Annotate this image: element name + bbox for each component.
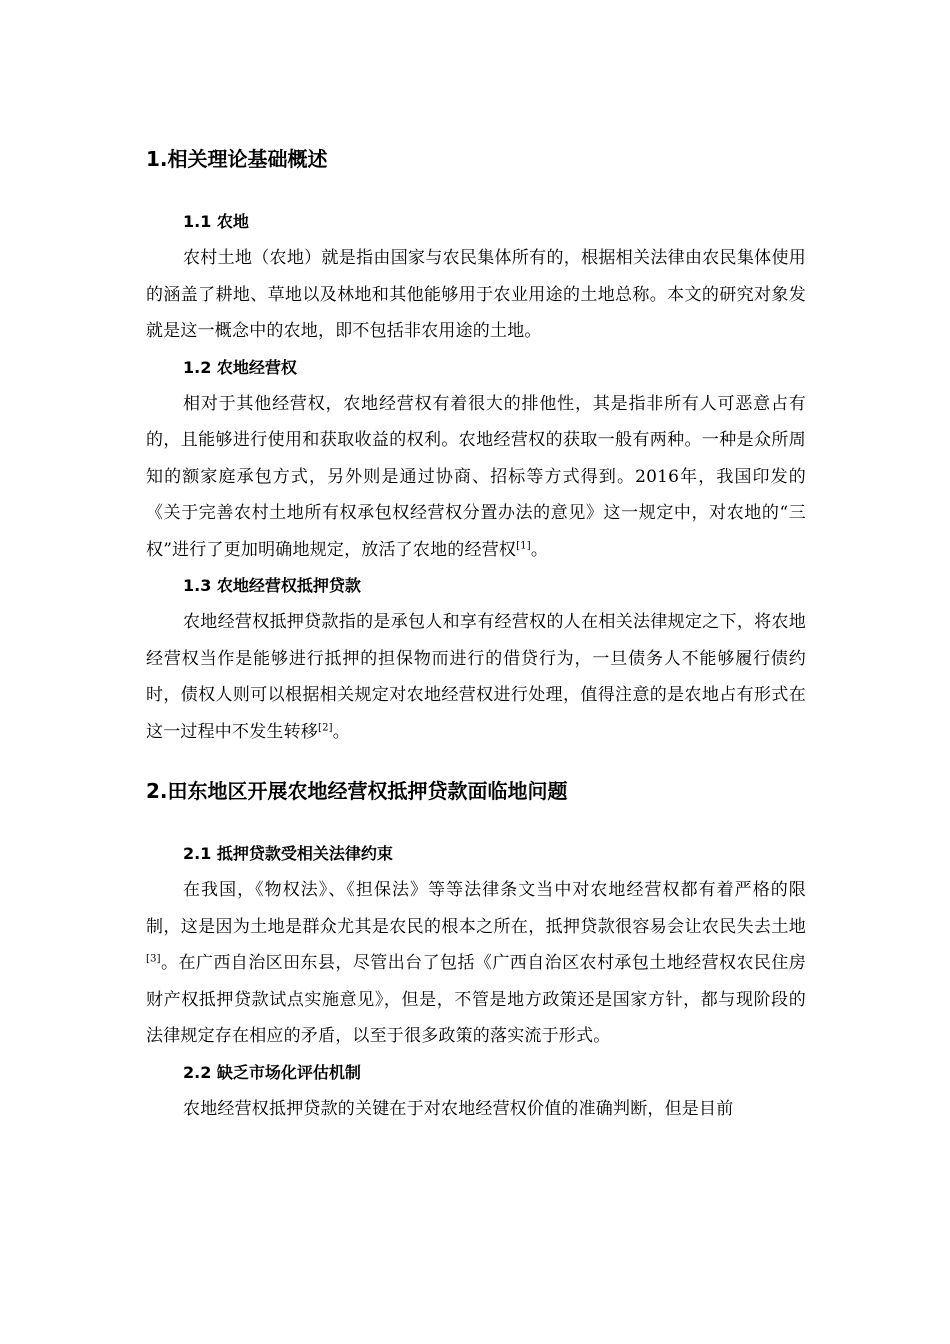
paragraph-1-1 [146,240,806,350]
document-body [146,140,806,1127]
paragraph-tail: 。 [530,539,549,560]
paragraph-1-3 [146,604,806,750]
paragraph-text: 农村土地（农地）就是指由国家与农民集体所有的，根据相关法律由农民集体使用的涵盖了耕地、草地以及林地和其他能够用于农业用途的土地总称。本文的研究对象发就是这一概念中的农地，即不包括非农用途的土地。 [146,248,806,341]
subsection-heading-1-2: 1.2 农地经营权 [183,357,297,377]
section-heading-1: 1.相关理论基础概述 [146,147,328,171]
paragraph-text: 相对于其他经营权，农地经营权有着很大的排他性，其是指非所有人可恶意占有的，且能够进行使用和获取收益的权利。农地经营权的获取一般有两种。一种是众所周知的额家庭承包方式，另外则是通过协商、招标等方式得到。2016年，我国印发的《关于完善农村土地所有权承包权经营权分置办法的意见》这一规定中，对农地的“三权”进行了更加明确地规定，放活了农地的经营权 [146,393,806,560]
citation-ref[interactable]: [1] [516,539,531,551]
subsection-heading-1-1: 1.1 农地 [183,212,249,231]
paragraph-text: 农地经营权抵押贷款的关键在于对农地经营权价值的准确判断，但是目前 [183,1098,734,1119]
section-heading-2: 2.田东地区开展农地经营权抵押贷款面临地问题 [146,779,568,803]
citation-ref[interactable]: [3] [146,953,161,965]
subsection-heading-1-3: 1.3 农地经营权抵押贷款 [183,576,361,595]
paragraph-text: 在我国，《物权法》、《担保法》等等法律条文当中对农地经营权都有着严格的限制，这是因为土地是群众尤其是农民的根本之所在，抵押贷款很容易会让农民失去土地 [146,880,806,937]
citation-ref[interactable]: [2] [318,721,333,733]
paragraph-2-1 [146,872,806,1055]
paragraph-tail: 。 [332,721,350,742]
paragraph-2-2 [146,1091,806,1128]
spacer [146,750,806,772]
paragraph-tail: 。在广西自治区田东县，尽管出台了包括《广西自治区农村承包土地经营权农民住房财产权抵押贷款试点实施意见》，但是，不管是地方政策还是国家方针，都与现阶段的法律规定存在相应的矛盾，以至于很多政策的落实流于形式。 [146,953,806,1046]
paragraph-1-2 [146,386,806,569]
subsection-heading-2-1: 2.1 抵押贷款受相关法律约束 [183,844,393,863]
subsection-heading-2-2: 2.2 缺乏市场化评估机制 [183,1062,361,1082]
spacer [146,178,806,204]
paragraph-text: 农地经营权抵押贷款指的是承包人和享有经营权的人在相关法律规定之下，将农地经营权当作是能够进行抵押的担保物而进行的借贷行为，一旦债务人不能够履行债约时，债权人则可以根据相关规定对农地经营权进行处理，值得注意的是农地占有形式在这一过程中不发生转移 [146,612,806,742]
spacer [146,810,806,836]
